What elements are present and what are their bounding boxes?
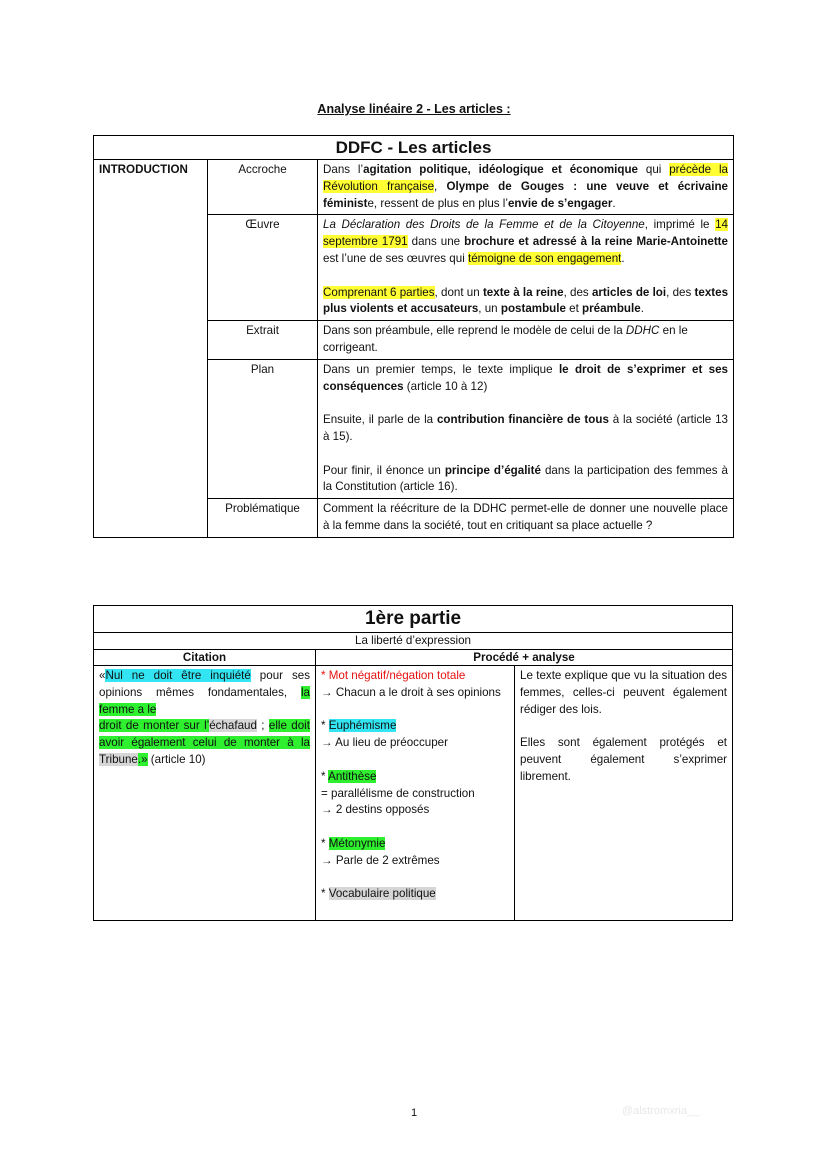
first-part-subtitle: La liberté d’expression: [94, 633, 733, 650]
highlight-revolution: précède la Révolution française: [323, 163, 729, 193]
procede-item: * Antithèse = parallélisme de construction → 2 destins opposés: [321, 769, 475, 817]
section-label-introduction: INTRODUCTION: [94, 160, 208, 538]
column-header-citation: Citation: [94, 650, 316, 666]
column-header-row: [94, 650, 733, 666]
label-plan: Plan: [208, 359, 318, 498]
page-number: 1: [410, 1107, 418, 1119]
procede-cell: [316, 666, 515, 921]
oeuvre-paragraph-2: Comprenant 6 parties, dont un texte à la reine, des articles de loi, des textes plus violents et accusateurs, un postambule et préambule.: [323, 285, 729, 316]
procede-item: * Mot négatif/négation totale → Chacun a le droit à ses opinions: [321, 669, 501, 699]
introduction-table: [93, 135, 734, 538]
procede-item: * Euphémisme → Au lieu de préoccuper: [321, 719, 448, 750]
procede-item: * Métonymie → Parle de 2 extrêmes: [321, 836, 440, 867]
introduction-table-title: DDFC - Les articles: [94, 136, 734, 160]
content-oeuvre: [318, 215, 734, 321]
content-accroche: Dans l’agitation politique, idéologique et économique qui précède la Révolution française, Olympe de Gouges : une veuve et écrivaine féministe, ressent de plus en plus l’envie de s’engager.: [318, 160, 734, 215]
plan-paragraph-2: Ensuite, il parle de la contribution financière de tous à la société (article 13 à 15).: [323, 413, 728, 443]
plan-paragraph-1: Dans un premier temps, le texte implique le droit de s’exprimer et ses conséquences (article 10 à 12): [323, 362, 729, 393]
row-accroche: [94, 160, 734, 215]
plan-paragraph-3: Pour finir, il énonce un principe d’égalité dans la participation des femmes à la Constitution (article 16).: [323, 463, 728, 494]
content-plan: [318, 359, 734, 498]
label-extrait: Extrait: [208, 321, 318, 360]
label-accroche: Accroche: [208, 160, 318, 215]
first-part-title: 1ère partie: [94, 606, 733, 633]
citation-cell: «Nul ne doit être inquiété pour ses opinions mêmes fondamentales, la femme a le droit de monter sur l’échafaud ; elle doit avoir également celui de monter à la Tribune.» (article 10): [94, 666, 316, 921]
first-part-table: [93, 605, 733, 921]
analyse-paragraph-2: Elles sont également protégés et peuvent également s’exprimer librement.: [520, 736, 728, 783]
analyse-paragraph-1: Le texte explique que vu la situation des femmes, celles-ci peuvent également rédiger des lois.: [520, 669, 728, 716]
column-header-procede: Procédé + analyse: [316, 650, 733, 666]
label-problematique: Problématique: [208, 499, 318, 538]
content-problematique: Comment la réécriture de la DDHC permet-elle de donner une nouvelle place à la femme dans la société, tout en critiquant sa place actuelle ?: [318, 499, 734, 538]
analyse-cell: [515, 666, 733, 921]
watermark: @alstromxria__: [622, 1105, 700, 1117]
page-title: Analyse linéaire 2 - Les articles :: [317, 102, 511, 116]
oeuvre-paragraph-1: La Déclaration des Droits de la Femme et de la Citoyenne, imprimé le 14 septembre 1791 dans une brochure et adressé à la reine Marie-Antoinette est l’une de ses œuvres qui témoigne de son engagement.: [323, 218, 729, 265]
label-oeuvre: Œuvre: [208, 215, 318, 321]
procede-item: * Vocabulaire politique: [321, 887, 436, 901]
content-extrait: Dans son préambule, elle reprend le modèle de celui de la DDHC en le corrigeant.: [318, 321, 734, 360]
analysis-row: [94, 666, 733, 921]
